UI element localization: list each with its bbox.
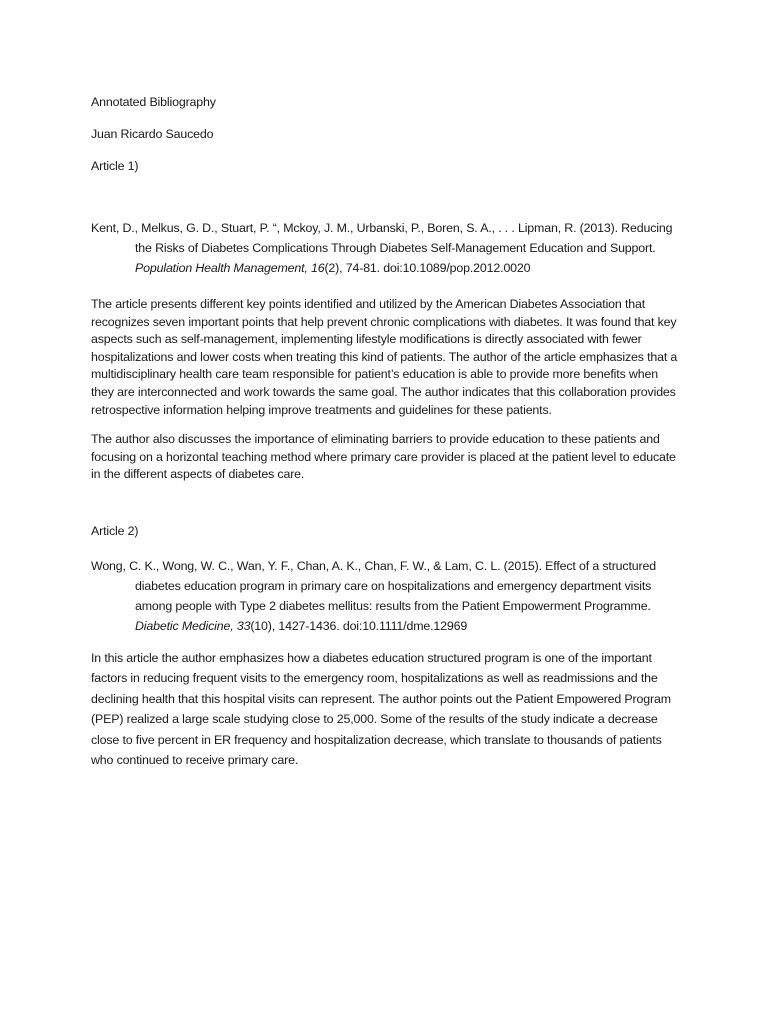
article-1-citation [91,218,683,278]
citation-journal: Diabetic Medicine, 33 [135,618,251,633]
article-1-summary-paragraph: The author also discusses the importance of eliminating barriers to provide education to these patients and focusing on a horizontal teaching method where primary care provider is placed at the patient level to educate in the different aspects of diabetes care. [91,432,676,482]
citation-text: Wong, C. K., Wong, W. C., Wan, Y. F., Chan, A. K., Chan, F. W., & Lam, C. L. (2015). Effect of a structured diabetes education program in primary care on hospitalizations and emergency department visits among people with Type 2 diabetes mellitus: results from the Patient Empowerment Programme. [91,558,656,613]
document-body [91,92,683,770]
article-2-summary-paragraph: In this article the author emphasizes how a diabetes education structured program is one of the important factors in reducing frequent visits to the emergency room, hospitalizations as well as readmissions and the declining health that this hospital visits can represent. The author points out the Patient Empowered Program (PEP) realized a large scale studying close to 25,000. Some of the results of the study indicate a decrease close to five percent in ER frequency and hospitalization decrease, which translate to thousands of patients who continued to receive primary care. [91,650,671,767]
citation-text: Kent, D., Melkus, G. D., Stuart, P. “, Mckoy, J. M., Urbanski, P., Boren, S. A., . . . Lipman, R. (2013). Reducing the Risks of Diabetes Complications Through Diabetes Self-Management Education and Support. [91,221,673,255]
document-title: Annotated Bibliography [91,95,216,109]
author-name: Juan Ricardo Saucedo [91,127,214,141]
article-2-label: Article 2) [91,523,139,538]
citation-details: (2), 74-81. doi:10.1089/pop.2012.0020 [324,261,531,275]
article-1-summary-paragraph: The article presents different key points identified and utilized by the American Diabetes Association that recognizes seven important points that help prevent chronic complications with diabetes. It was found that key aspects such as self-management, implementing lifestyle modifications is directly associated with fewer hospitalizations and lower costs when treating this kind of patients. The author of the article emphasizes that a multidisciplinary health care team responsible for patient’s education is able to provide more benefits when they are interconnected and work towards the same goal. The author indicates that this collaboration provides retrospective information helping improve treatments and guidelines for these patients. [91,297,678,417]
article-2-citation [91,556,683,636]
citation-details: (10), 1427-1436. doi:10.1111/dme.12969 [250,618,468,633]
article-1-label: Article 1) [91,159,139,173]
citation-journal: Population Health Management, 16 [135,261,325,275]
